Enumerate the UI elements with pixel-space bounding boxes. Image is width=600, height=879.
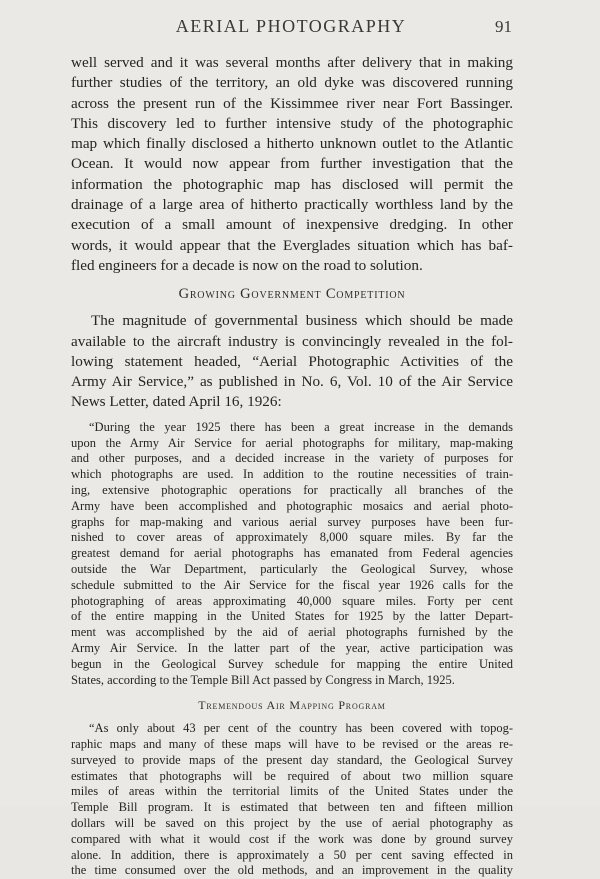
quote-line: graphs for map-making and various aerial survey purposes have been fur- bbox=[71, 514, 513, 529]
text-line: Army Air Service,” as published in No. 6, Vol. 10 of the Air Service bbox=[71, 373, 513, 391]
text-line: well served and it was several months after delivery that in making bbox=[71, 54, 513, 71]
text-line: information the photographic map has disclosed will permit the bbox=[71, 175, 513, 193]
text-line: available to the aircraft industry is convincingly revealed in the fol- bbox=[71, 332, 513, 350]
quote-line: raphic maps and many of these maps will have to be revised or the areas re- bbox=[71, 737, 513, 752]
page-number: 91 bbox=[495, 17, 512, 36]
block-quote-air-mapping-program bbox=[71, 721, 513, 879]
section-heading: Growing Government Competition bbox=[178, 286, 406, 303]
sub-heading: Tremendous Air Mapping Program bbox=[198, 698, 386, 713]
text-line: The magnitude of governmental business which should be made bbox=[91, 312, 513, 330]
quote-line: Army Air Service. In the latter part of the year, active participation was bbox=[71, 640, 513, 655]
quote-line: alone. In addition, there is approximately a 50 per cent saving effected in bbox=[71, 847, 513, 862]
text-line: Ocean. It would now appear from further investigation that the bbox=[71, 155, 513, 173]
text-line: lowing statement headed, “Aerial Photographic Activities of the bbox=[71, 352, 513, 370]
quote-line: Army have been accomplished and photographic mosaics and aerial photo- bbox=[71, 498, 513, 513]
spacer bbox=[71, 413, 513, 420]
quote-line: miles of areas within the territorial limits of the United States under the bbox=[71, 784, 513, 799]
quote-line: Temple Bill program. It is estimated that between ten and fifteen million bbox=[71, 800, 513, 815]
text-line: fled engineers for a decade is now on the road to solution. bbox=[71, 256, 423, 274]
quote-line: which photographs are used. In addition to the routine necessities of train- bbox=[71, 467, 513, 482]
quote-line: of the entire mapping in the United States for 1925 by the latter Depart- bbox=[71, 609, 513, 624]
quote-line: upon the Army Air Service for aerial photographs for military, map-making bbox=[71, 435, 513, 450]
quote-line: begun in the Geological Survey schedule for mapping the entire United bbox=[71, 656, 513, 671]
quote-line: “As only about 43 per cent of the country has been covered with topog- bbox=[89, 721, 513, 736]
quote-line: dollars will be saved on this project by the use of aerial photography as bbox=[71, 816, 513, 831]
quote-line: States, according to the Temple Bill Act passed by Congress in March, 1925. bbox=[71, 672, 455, 687]
quote-line: estimates that photographs will be required of about two million square bbox=[71, 768, 513, 783]
quote-line: compared with what it would cost if the work was done by ground survey bbox=[71, 831, 513, 846]
quote-line: the time consumed over the old methods, and an improvement in the quality bbox=[71, 863, 513, 878]
page-body bbox=[71, 53, 513, 879]
running-title: AERIAL PHOTOGRAPHY bbox=[175, 16, 407, 36]
quote-line: greatest demand for aerial photographs has emanated from Federal agencies bbox=[71, 546, 513, 561]
quote-line: photographing of areas approximating 40,000 square miles. Forty per cent bbox=[71, 593, 513, 608]
text-line: This discovery led to further intensive study of the photographic bbox=[71, 114, 513, 132]
paragraph-everglades bbox=[71, 53, 513, 276]
text-line: map which finally disclosed a hitherto unknown outlet to the Atlantic bbox=[71, 135, 513, 153]
text-line: further studies of the territory, an old dyke was discovered running bbox=[71, 74, 513, 92]
quote-line: ing, extensive photographic operations for practically all branches of the bbox=[71, 482, 513, 497]
paragraph-government-business bbox=[71, 311, 513, 412]
text-line: drainage of a large area of hitherto practically worthless land by the bbox=[71, 196, 513, 214]
text-line: words, it would appear that the Everglades situation which has baf- bbox=[71, 236, 513, 254]
text-line: News Letter, dated April 16, 1926: bbox=[71, 393, 282, 411]
quote-line: surveyed to provide maps of the present day standard, the Geological Survey bbox=[71, 752, 513, 767]
quote-line: nished to cover areas of approximately 8,000 square miles. By far the bbox=[71, 530, 513, 545]
quote-line: schedule submitted to the Air Service for the fiscal year 1926 calls for the bbox=[71, 577, 513, 592]
running-head bbox=[70, 16, 512, 40]
text-line: execution of a small amount of inexpensive dredging. In other bbox=[71, 216, 513, 234]
text-line: across the present run of the Kissimmee river near Fort Bassinger. bbox=[71, 94, 513, 112]
quote-line: outside the War Department, particularly the Geological Survey, whose bbox=[71, 561, 513, 576]
quote-line: and other purposes, and a decided increase in the variety of purposes for bbox=[71, 451, 513, 466]
quote-line: ment was accomplished by the aid of aerial photographs furnished by the bbox=[71, 625, 513, 640]
block-quote-army-air-service bbox=[71, 420, 513, 689]
quote-line: “During the year 1925 there has been a great increase in the demands bbox=[89, 419, 513, 434]
